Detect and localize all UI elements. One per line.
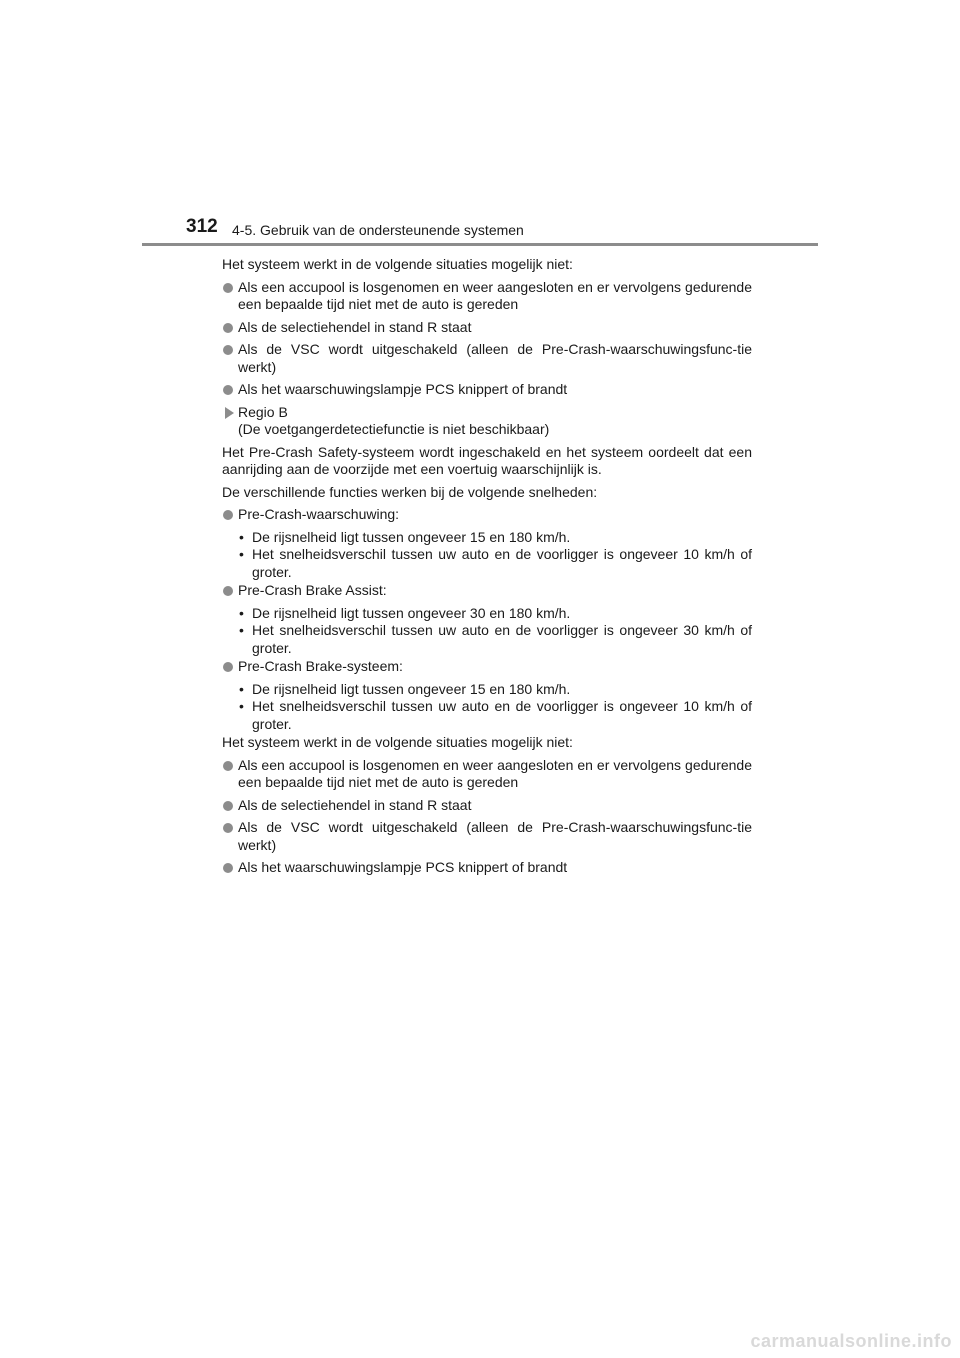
function-name: Pre-Crash Brake-systeem: — [222, 658, 752, 676]
body-paragraph-2: De verschillende functies werken bij de volgende snelheden: — [222, 483, 598, 500]
small-bullet-icon: • — [239, 622, 244, 638]
triangle-right-icon — [225, 407, 234, 419]
list-item: Als een accupool is losgenomen en weer aangesloten en er vervolgens gedurende een bepaalde tijd niet met de auto is gereden — [222, 279, 752, 314]
list-item: Als het waarschuwingslampje PCS knippert of brandt — [222, 381, 752, 399]
function-name: Pre-Crash Brake Assist: — [222, 582, 752, 600]
function-condition: • De rijsnelheid ligt tussen ongeveer 30 en 180 km/h. — [239, 604, 571, 621]
function-condition: • Het snelheidsverschil tussen uw auto en de voorligger is ongeveer 10 km/h of groter. — [239, 546, 752, 580]
bullet-icon — [223, 823, 233, 833]
bullet-icon — [223, 586, 233, 596]
list-item: Als de selectiehendel in stand R staat — [222, 319, 752, 337]
list-item: Als het waarschuwingslampje PCS knippert of brandt — [222, 859, 752, 877]
intro-paragraph-2: Het systeem werkt in de volgende situaties mogelijk niet: — [222, 734, 573, 750]
bullet-icon — [223, 801, 233, 811]
page-header — [0, 0, 960, 250]
list-item: Als de VSC wordt uitgeschakeld (alleen de Pre-Crash-waarschuwingsfunc-tie werkt) — [222, 819, 752, 854]
limitations-list-2 — [222, 757, 752, 877]
bullet-icon — [223, 510, 233, 520]
function-group — [222, 506, 752, 581]
page-number: 312 — [186, 216, 218, 237]
region-title: Regio B — [238, 403, 288, 420]
limitations-list-1 — [222, 279, 752, 399]
function-condition: • Het snelheidsverschil tussen uw auto en de voorligger is ongeveer 30 km/h of groter. — [239, 622, 752, 656]
small-bullet-icon: • — [239, 698, 244, 714]
watermark-logo: carmanualsonline.info — [750, 1331, 952, 1351]
bullet-icon — [223, 761, 233, 771]
list-item: Als de VSC wordt uitgeschakeld (alleen de Pre-Crash-waarschuwingsfunc-tie werkt) — [222, 341, 752, 376]
bullet-icon — [223, 385, 233, 395]
functions-list — [222, 506, 752, 733]
bullet-icon — [223, 662, 233, 672]
bullet-icon — [223, 345, 233, 355]
function-condition: • De rijsnelheid ligt tussen ongeveer 15 en 180 km/h. — [239, 680, 571, 697]
function-group — [222, 582, 752, 657]
function-condition: • De rijsnelheid ligt tussen ongeveer 15 en 180 km/h. — [239, 528, 571, 545]
small-bullet-icon: • — [239, 680, 244, 697]
function-group — [222, 658, 752, 733]
small-bullet-icon: • — [239, 546, 244, 562]
small-bullet-icon: • — [239, 528, 244, 545]
function-name: Pre-Crash-waarschuwing: — [222, 506, 752, 524]
region-heading — [222, 404, 752, 439]
list-item: Als een accupool is losgenomen en weer aangesloten en er vervolgens gedurende een bepaalde tijd niet met de auto is gereden — [222, 757, 752, 792]
list-item: Als de selectiehendel in stand R staat — [222, 797, 752, 815]
function-condition: • Het snelheidsverschil tussen uw auto en de voorligger is ongeveer 10 km/h of groter. — [239, 698, 752, 732]
bullet-icon — [223, 283, 233, 293]
region-note: (De voetgangerdetectiefunctie is niet beschikbaar) — [238, 421, 550, 437]
bullet-icon — [223, 863, 233, 873]
body-paragraph-1: Het Pre-Crash Safety-systeem wordt ingeschakeld en het systeem oordeelt dat een aanrijding aan de voorzijde met een voertuig waarschijnlijk is. — [222, 443, 752, 477]
intro-paragraph-1: Het systeem werkt in de volgende situaties mogelijk niet: — [222, 256, 573, 272]
small-bullet-icon: • — [239, 604, 244, 621]
section-title: 4-5. Gebruik van de ondersteunende systemen — [232, 222, 524, 238]
header-divider — [142, 243, 818, 246]
page-content — [222, 256, 752, 882]
bullet-icon — [223, 323, 233, 333]
